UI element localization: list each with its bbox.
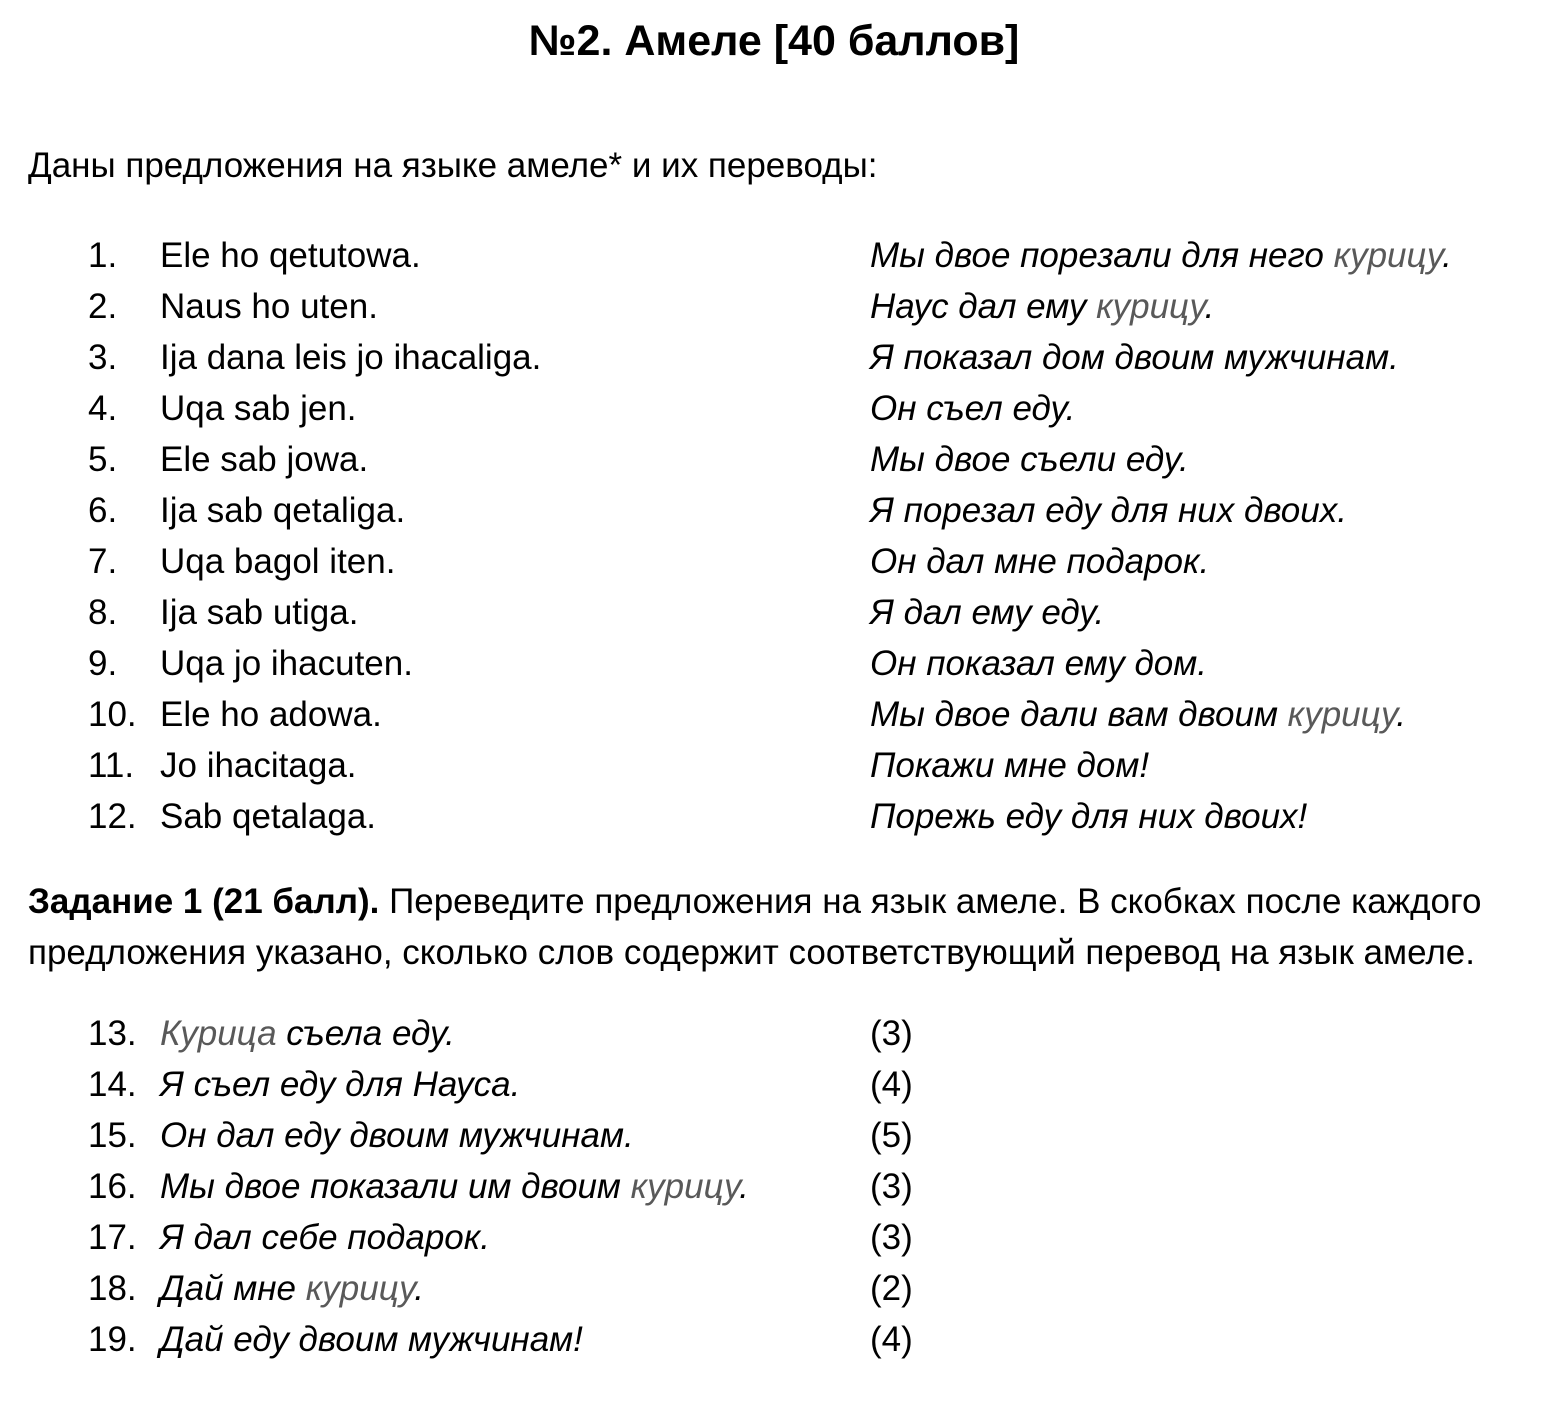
task-word-count: (3) (870, 1218, 913, 1257)
task-sentence: Мы двое показали им двоим курицу. (160, 1167, 749, 1206)
example-translation: Он дал мне подарок. (870, 542, 1210, 581)
example-number: 1. (88, 236, 118, 275)
example-amele-sentence: Uqa jo ihacuten. (160, 644, 413, 683)
highlighted-word: курицу (305, 1269, 415, 1308)
task-row (88, 1008, 1548, 1059)
example-number: 6. (88, 491, 118, 530)
example-translation: Порежь еду для них двоих! (870, 797, 1308, 836)
example-amele-sentence: Ele ho qetutowa. (160, 236, 421, 275)
task-row (88, 1314, 1548, 1365)
example-amele-sentence: Jo ihacitaga. (160, 746, 357, 785)
task-row (88, 1161, 1548, 1212)
task-sentence: Я съел еду для Науса. (160, 1065, 521, 1104)
example-translation: Наус дал ему курицу. (870, 287, 1215, 326)
task-sentence: Дай еду двоим мужчинам! (160, 1320, 583, 1359)
example-amele-sentence: Uqa bagol iten. (160, 542, 396, 581)
tasks-list (0, 1008, 1548, 1365)
task-word-count: (3) (870, 1167, 913, 1206)
task-number: 14. (88, 1065, 137, 1104)
example-number: 5. (88, 440, 118, 479)
example-row (88, 485, 1548, 536)
task1-instruction (28, 876, 1520, 978)
task1-text: Переведите предложения на язык амеле. В скобках после каждого предложения указано, сколько слов содержит соответствующий перевод на язык амеле. (28, 882, 1482, 972)
example-number: 11. (88, 746, 135, 785)
task-sentence: Я дал себе подарок. (160, 1218, 491, 1257)
example-row (88, 536, 1548, 587)
intro-text: Даны предложения на языке амеле* и их переводы: (28, 146, 878, 185)
task-sentence: Дай мне курицу. (160, 1269, 425, 1308)
task-number: 18. (88, 1269, 137, 1308)
task1-label: Задание 1 (21 балл). (28, 882, 380, 921)
example-translation: Я дал ему еду. (870, 593, 1105, 632)
example-amele-sentence: Sab qetalaga. (160, 797, 377, 836)
page-title: №2. Амеле [40 баллов] (528, 17, 1020, 65)
highlighted-word: курицу (1333, 236, 1443, 275)
example-number: 4. (88, 389, 118, 428)
task-number: 15. (88, 1116, 137, 1155)
task-number: 19. (88, 1320, 137, 1359)
example-number: 8. (88, 593, 118, 632)
example-amele-sentence: Ele sab jowa. (160, 440, 369, 479)
task-row (88, 1110, 1548, 1161)
task-number: 13. (88, 1014, 137, 1053)
highlighted-word: курицу (1096, 287, 1205, 326)
example-number: 7. (88, 542, 118, 581)
example-translation: Он съел еду. (870, 389, 1076, 428)
task-word-count: (4) (870, 1065, 913, 1104)
example-row (88, 332, 1548, 383)
task-row (88, 1059, 1548, 1110)
task-row (88, 1212, 1548, 1263)
example-row (88, 587, 1548, 638)
example-translation: Покажи мне дом! (870, 746, 1150, 785)
task-number: 17. (88, 1218, 137, 1257)
example-amele-sentence: Naus ho uten. (160, 287, 378, 326)
task-word-count: (2) (870, 1269, 913, 1308)
example-row (88, 689, 1548, 740)
task-sentence: Он дал еду двоим мужчинам. (160, 1116, 634, 1155)
task-word-count: (4) (870, 1320, 913, 1359)
example-row (88, 638, 1548, 689)
example-row (88, 434, 1548, 485)
task-word-count: (5) (870, 1116, 913, 1155)
task-number: 16. (88, 1167, 137, 1206)
example-translation: Мы двое порезали для него курицу. (870, 236, 1452, 275)
example-translation: Он показал ему дом. (870, 644, 1207, 683)
example-row (88, 281, 1548, 332)
highlighted-word: Курица (160, 1014, 277, 1053)
example-row (88, 791, 1548, 842)
example-row (88, 230, 1548, 281)
example-number: 12. (88, 797, 137, 836)
example-amele-sentence: Ija dana leis jo ihacaliga. (160, 338, 542, 377)
highlighted-word: курицу (630, 1167, 740, 1206)
task-word-count: (3) (870, 1014, 913, 1053)
example-amele-sentence: Ija sab utiga. (160, 593, 359, 632)
example-translation: Я показал дом двоим мужчинам. (870, 338, 1399, 377)
task-sentence: Курица съела еду. (160, 1014, 455, 1053)
example-translation: Мы двое дали вам двоим курицу. (870, 695, 1406, 734)
examples-list (0, 230, 1548, 842)
example-amele-sentence: Ija sab qetaliga. (160, 491, 406, 530)
example-amele-sentence: Ele ho adowa. (160, 695, 382, 734)
example-number: 10. (88, 695, 137, 734)
example-amele-sentence: Uqa sab jen. (160, 389, 357, 428)
example-number: 3. (88, 338, 118, 377)
example-number: 2. (88, 287, 118, 326)
task-row (88, 1263, 1548, 1314)
highlighted-word: курицу (1287, 695, 1397, 734)
example-number: 9. (88, 644, 118, 683)
example-row (88, 740, 1548, 791)
example-row (88, 383, 1548, 434)
example-translation: Мы двое съели еду. (870, 440, 1189, 479)
example-translation: Я порезал еду для них двоих. (870, 491, 1347, 530)
